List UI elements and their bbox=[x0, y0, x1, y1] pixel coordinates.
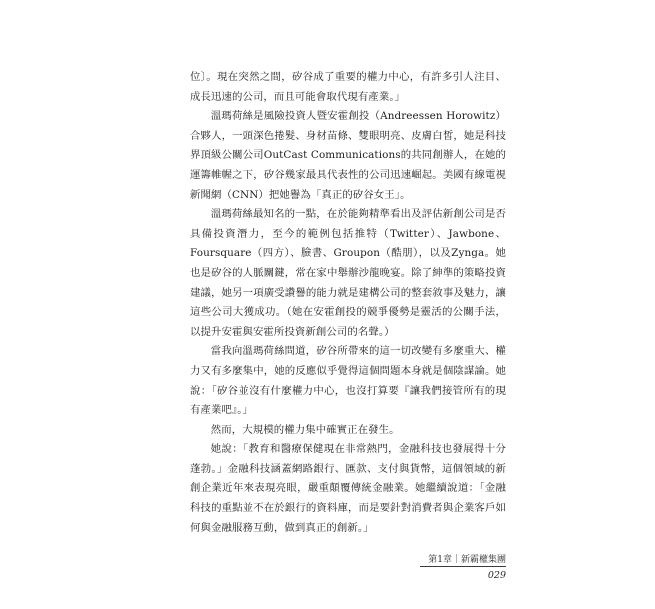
paragraph-4: 當我向溫瑪荷絲問道，矽谷所帶來的這一切改變有多麼重大、權力又有多麼集中，她的反應似乎覺得這個問題本身就是個陰謀論。她說：「矽谷並沒有什麼權力中心，也沒打算要『讓我們接管所有的現有產業吧』。」 bbox=[190, 345, 506, 417]
body-text bbox=[190, 68, 506, 538]
chapter-label: 第1章｜新霸權集團 bbox=[428, 555, 506, 565]
paragraph-5: 然而，大規模的權力集中確實正在發生。 bbox=[210, 423, 400, 436]
page-number: 029 bbox=[487, 570, 506, 581]
page-footer bbox=[420, 554, 506, 588]
paragraph-2: 溫瑪荷絲是風險投資人暨安霍創投（Andreessen Horowitz）合夥人，一頭深色捲髮、身材苗條、雙眼明亮、皮膚白皙，她是科技界頂級公關公司OutCast Communications的共同創辦人，在她的運籌帷幄之下，矽谷幾家最具代表性的公司迅速崛起。美國有線電視新聞網（CNN）把她譽為「真正的矽谷女王」。 bbox=[190, 110, 506, 201]
footer-divider bbox=[420, 566, 506, 567]
paragraph-1: 位〕。現在突然之間，矽谷成了重要的權力中心，有許多引人注目、成長迅速的公司，而且可能會取代現有產業。」 bbox=[190, 71, 506, 103]
paragraph-3: 溫瑪荷絲最知名的一點，在於能夠精準看出及評估新創公司是否具備投資潛力，至今的範例包括推特（Twitter）、Jawbone、Foursquare（四方）、臉書、Groupon（酷朋），以及Zynga。她也是矽谷的人脈關鍵，常在家中舉辦沙龍晚宴。除了紳準的策略投資建議，她另一項廣受讚譽的能力就是建構公司的整套敘事及魅力，讓這些公司大獲成功。（她在安霍創投的競爭優勢是靈活的公關手法，以提升安霍與安霍所投資新創公司的名聲。） bbox=[190, 208, 506, 338]
paragraph-6: 她說：「教育和醫療保健現在非常熱門，金融科技也發展得十分蓬勃。」金融科技涵蓋網路銀行、匯款、支付與貨幣，這個領域的新創企業近年來表現亮眼，嚴重顛覆傳統金融業。她繼續說道：「金融科技的重點並不在於銀行的資料庫，而是要針對消費者與企業客戶如何與金融服務互動，做到真正的創新。」 bbox=[190, 443, 506, 534]
